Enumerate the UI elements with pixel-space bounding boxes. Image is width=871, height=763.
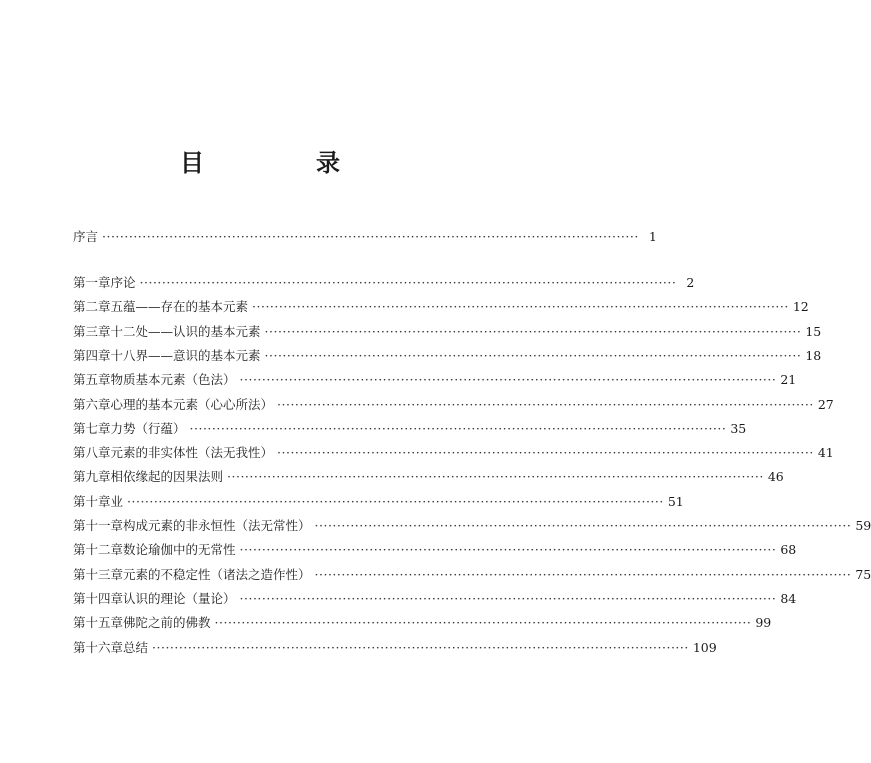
chapter-number: 第一章: [73, 275, 111, 290]
chapter-number: 第十章: [73, 493, 111, 509]
chapter-number: 第十二章: [73, 542, 124, 558]
toc-entry[interactable]: [73, 274, 695, 292]
chapter-title: 元素的非实体性（法无我性）: [110, 445, 274, 461]
dot-leader: ························································································································: [314, 566, 852, 582]
toc-page-number: 75: [855, 566, 871, 582]
dot-leader: ························································································································: [314, 518, 852, 533]
toc-entry[interactable]: [73, 493, 684, 511]
dot-leader: ························································································································: [152, 639, 689, 655]
page-title: 目 录: [180, 149, 384, 177]
chapter-title: 佛陀之前的佛教: [123, 615, 211, 631]
dot-leader: ························································································································: [239, 542, 777, 558]
toc-entry[interactable]: [73, 566, 871, 584]
toc-entry[interactable]: [73, 371, 797, 389]
chapter-title: 构成元素的非永恒性（法无常性）: [123, 518, 311, 533]
chapter-title: 力势（行蕴）: [110, 420, 186, 436]
toc-page-number: 46: [767, 469, 784, 485]
toc-page-number: 27: [817, 396, 834, 412]
toc-entry[interactable]: [73, 323, 822, 341]
dot-leader: ························································································································: [264, 323, 802, 339]
chapter-title: 物质基本元素（色法）: [110, 372, 236, 388]
toc-entry[interactable]: [73, 517, 871, 535]
dot-leader: ························································································································: [264, 347, 802, 363]
chapter-title: 认识的理论（量论）: [123, 590, 236, 606]
chapter-number: 第十三章: [73, 566, 124, 582]
dot-leader: ························································································································: [127, 493, 664, 509]
dot-leader: ························································································································: [214, 615, 752, 631]
chapter-title: 心理的基本元素（心心所法）: [110, 396, 274, 412]
toc-entry[interactable]: [73, 347, 822, 365]
chapter-number: 第九章: [73, 469, 111, 485]
chapter-title: 数论瑜伽中的无常性: [123, 542, 236, 558]
toc-entry-name: 序言: [73, 229, 99, 244]
chapter-title: 十二处——认识的基本元素: [110, 323, 261, 339]
dot-leader: ························································································································: [227, 469, 764, 485]
toc-page-number: 2: [686, 275, 695, 290]
chapter-title: 元素的不稳定性（诸法之造作性）: [123, 566, 311, 582]
chapter-number: 第三章: [73, 323, 111, 339]
toc-page-number: 35: [730, 420, 747, 436]
chapter-number: 第八章: [73, 445, 111, 461]
toc-page-number: 41: [817, 445, 834, 461]
toc-entry[interactable]: [73, 614, 772, 632]
chapter-title: 相依缘起的因果法则: [110, 469, 224, 485]
toc-page-number: 12: [792, 299, 809, 315]
chapter-number: 第十六章: [73, 639, 124, 655]
chapter-number: 第十一章: [73, 518, 124, 533]
toc-page-number: 109: [692, 639, 717, 655]
chapter-title: 总结: [123, 639, 149, 655]
dot-leader: ························································································································: [277, 396, 814, 412]
chapter-number: 第五章: [73, 372, 111, 388]
chapter-title: 业: [110, 493, 124, 509]
toc-page-number: 18: [805, 347, 822, 363]
chapter-number: 第四章: [73, 347, 111, 363]
toc-page-number: 15: [805, 323, 822, 339]
toc-entry[interactable]: [73, 444, 834, 462]
toc-entry-preface[interactable]: [73, 228, 657, 246]
toc-entry[interactable]: [73, 639, 717, 657]
chapter-number: 第二章: [73, 299, 111, 315]
chapter-number: 第七章: [73, 420, 111, 436]
chapter-title: 五蕴——存在的基本元素: [110, 299, 249, 315]
dot-leader: ························································································································: [239, 590, 777, 606]
toc-entry[interactable]: [73, 396, 834, 414]
toc-page-number: 1: [648, 229, 657, 244]
dot-leader: ························································································································: [189, 420, 727, 436]
toc-page-number: 99: [755, 615, 772, 631]
chapter-number: 第十五章: [73, 615, 124, 631]
dot-leader: ························································································································: [239, 372, 777, 388]
toc-page-number: 59: [855, 518, 871, 533]
toc-entry[interactable]: [73, 298, 809, 316]
toc-page-number: 68: [780, 542, 797, 558]
dot-leader: ························································································································: [277, 445, 814, 461]
chapter-title: 序论: [110, 275, 136, 290]
dot-leader: ························································································································: [252, 299, 789, 315]
toc-page-number: 21: [780, 372, 797, 388]
toc-entry[interactable]: [73, 590, 797, 608]
toc-page-number: 51: [667, 493, 684, 509]
toc-page-number: 84: [780, 590, 797, 606]
chapter-number: 第十四章: [73, 590, 124, 606]
toc-entry[interactable]: [73, 468, 784, 486]
toc-entry[interactable]: [73, 541, 797, 559]
chapter-number: 第六章: [73, 396, 111, 412]
toc-entry[interactable]: [73, 420, 747, 438]
dot-leader: ························································································································: [139, 275, 677, 290]
chapter-title: 十八界——意识的基本元素: [110, 347, 261, 363]
dot-leader: ························································································································: [102, 229, 639, 244]
